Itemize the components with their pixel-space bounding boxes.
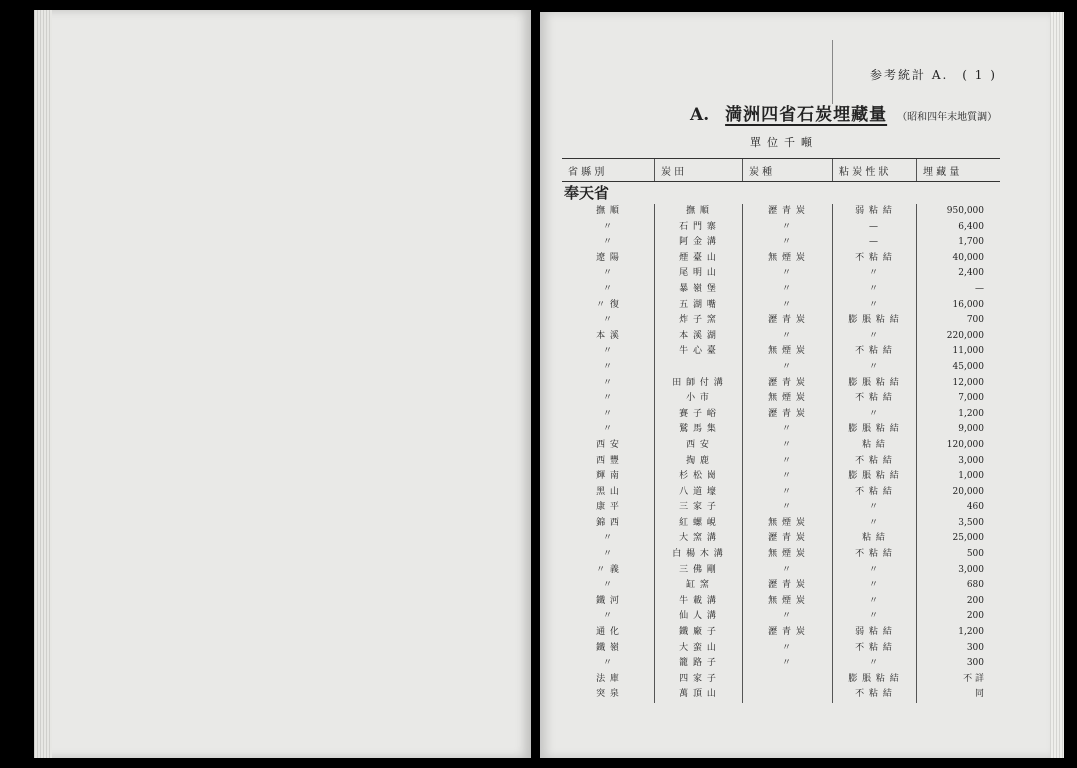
cell-caking: 不 粘 結 — [855, 549, 893, 560]
cell-field: 牛 載 溝 — [679, 595, 717, 606]
cell-field: 暴 嶺 堡 — [679, 283, 717, 294]
cell-reserve: 2,400 — [958, 268, 984, 279]
unit-label: 單位千噸 — [750, 136, 818, 149]
table-row — [562, 282, 1000, 298]
table-row — [562, 220, 1000, 236]
page-stack-edge — [34, 10, 52, 758]
cell-field: 紅 螺 峴 — [679, 517, 717, 528]
cell-caking: 不 粘 結 — [855, 455, 893, 466]
cell-field: 萬 頂 山 — [679, 689, 717, 700]
cell-coal-type: 〃 — [781, 642, 792, 653]
cell-caking: 膨 脹 粘 結 — [848, 377, 900, 388]
cell-reserve: 9,000 — [958, 424, 984, 435]
cell-coal-type: 〃 — [781, 268, 792, 279]
table-row — [562, 454, 1000, 470]
cell-field: 籠 路 子 — [679, 658, 717, 669]
table-row — [562, 641, 1000, 657]
cell-reserve: 200 — [966, 611, 984, 622]
cell-reserve: 300 — [966, 658, 984, 669]
table-row — [562, 422, 1000, 438]
cell-reserve: 1,700 — [958, 237, 984, 248]
cell-caking: 膨 脹 粘 結 — [848, 315, 900, 326]
cell-reserve: 220,000 — [946, 330, 984, 341]
cell-reserve: 不 詳 — [963, 673, 984, 684]
cell-field: 三 佛 剛 — [679, 564, 717, 575]
page-header: 参考統計 A. ( 1 ) — [870, 68, 997, 82]
cell-caking: 弱 粘 結 — [855, 627, 893, 638]
cell-reserve: 25,000 — [952, 533, 984, 544]
cell-field: 田 師 付 溝 — [672, 377, 724, 388]
cell-caking: 〃 — [868, 595, 879, 606]
cell-county: 〃 — [602, 268, 613, 279]
cell-caking: 不 粘 結 — [855, 393, 893, 404]
cell-county: 黑 山 — [596, 486, 620, 497]
table-row — [562, 500, 1000, 516]
table-row — [562, 516, 1000, 532]
cell-caking: 膨 脹 粘 結 — [848, 424, 900, 435]
cell-field: 掏 鹿 — [686, 455, 710, 466]
cell-field: 撫 順 — [686, 206, 710, 216]
cell-coal-type: 〃 — [781, 237, 792, 248]
cell-county: 〃 — [602, 611, 613, 622]
cell-field: 阿 金 溝 — [679, 237, 717, 248]
cell-county: 錦 西 — [596, 517, 620, 528]
cell-field: 四 家 子 — [679, 673, 717, 684]
column-rule — [742, 204, 743, 703]
cell-reserve: 120,000 — [946, 439, 984, 450]
table-row — [562, 469, 1000, 485]
cell-coal-type: 〃 — [781, 283, 792, 294]
cell-caking: 不 粘 結 — [855, 252, 893, 263]
cell-county: 〃 — [602, 549, 613, 560]
cell-county: 撫 順 — [596, 206, 620, 216]
table-row — [562, 625, 1000, 641]
cell-county: 輝 南 — [596, 471, 620, 482]
cell-county: 〃 — [602, 221, 613, 232]
cell-reserve: 6,400 — [958, 221, 984, 232]
coal-reserve-table — [562, 158, 1000, 703]
cell-caking: 〃 — [868, 361, 879, 372]
cell-field: 煙 臺 山 — [679, 252, 717, 263]
cell-caking: 膨 脹 粘 結 — [848, 471, 900, 482]
cell-caking: 〃 — [868, 283, 879, 294]
cell-coal-type: 無 煙 炭 — [768, 549, 806, 560]
cell-reserve: 1,200 — [958, 627, 984, 638]
table-header — [562, 158, 1000, 182]
cell-caking: 〃 — [868, 268, 879, 279]
cell-reserve: 7,000 — [958, 393, 984, 404]
cell-coal-type: 瀝 青 炭 — [768, 408, 806, 419]
col-header-coal-type: 炭 種 — [742, 159, 832, 181]
cell-county: 遼 陽 — [596, 252, 620, 263]
cell-county: 鐵 嶺 — [596, 642, 620, 653]
column-rule — [654, 204, 655, 703]
cell-reserve: 500 — [966, 549, 984, 560]
cell-reserve: 同 — [974, 689, 984, 700]
cell-county: 〃 — [602, 377, 613, 388]
table-row — [562, 344, 1000, 360]
cell-county: 本 溪 — [596, 330, 620, 341]
cell-county: 〃 — [602, 315, 613, 326]
cell-field: 白 楊 木 溝 — [672, 549, 724, 560]
cell-caking: 〃 — [868, 408, 879, 419]
cell-coal-type: 瀝 青 炭 — [768, 627, 806, 638]
cell-reserve: 1,000 — [958, 471, 984, 482]
table-row — [562, 376, 1000, 392]
cell-field: 缸 窯 — [686, 580, 710, 591]
title-note: （昭和四年末地質調） — [897, 112, 998, 123]
cell-county: 〃 — [602, 393, 613, 404]
cell-county: 〃 — [602, 361, 613, 372]
cell-field: 石 門 寨 — [679, 221, 717, 232]
cell-caking: 〃 — [868, 517, 879, 528]
cell-coal-type: 無 煙 炭 — [768, 517, 806, 528]
cell-county: 突 泉 — [596, 689, 620, 700]
cell-coal-type: 〃 — [781, 361, 792, 372]
cell-caking: 〃 — [868, 502, 879, 513]
cell-caking: 〃 — [868, 564, 879, 575]
cell-reserve: — — [975, 283, 984, 294]
cell-coal-type: 瀝 青 炭 — [768, 377, 806, 388]
table-body — [562, 204, 1000, 703]
cell-field: 牛 心 臺 — [679, 346, 717, 357]
cell-coal-type: 瀝 青 炭 — [768, 533, 806, 544]
title-letter: A. — [690, 105, 710, 125]
cell-field: 五 湖 嘴 — [679, 299, 717, 310]
cell-county: 法 庫 — [596, 673, 620, 684]
cell-caking: — — [869, 221, 879, 232]
cell-caking: 〃 — [868, 299, 879, 310]
cell-caking: 不 粘 結 — [855, 689, 893, 700]
cell-caking: 〃 — [868, 580, 879, 591]
cell-reserve: 16,000 — [952, 299, 984, 310]
cell-coal-type: 〃 — [781, 424, 792, 435]
cell-caking: — — [869, 237, 879, 248]
cell-field: 小 市 — [686, 393, 710, 404]
table-row — [562, 298, 1000, 314]
cell-reserve: 40,000 — [952, 252, 984, 263]
cell-county: 〃 — [602, 580, 613, 591]
col-header-reserve: 埋 藏 量 — [916, 159, 1000, 181]
cell-reserve: 200 — [966, 595, 984, 606]
table-row — [562, 204, 1000, 220]
left-page-blank — [34, 10, 531, 758]
cell-field: 尾 明 山 — [679, 268, 717, 279]
cell-caking: 膨 脹 粘 結 — [848, 673, 900, 684]
table-row — [562, 235, 1000, 251]
cell-county: 〃 — [602, 237, 613, 248]
column-rule — [832, 204, 833, 703]
cell-field: 本 溪 湖 — [679, 330, 717, 341]
province-label: 奉天省 — [564, 184, 610, 202]
cell-reserve: 3,000 — [958, 564, 984, 575]
cell-coal-type: 〃 — [781, 299, 792, 310]
col-header-caking: 粘 炭 性 狀 — [832, 159, 916, 181]
table-row — [562, 360, 1000, 376]
cell-coal-type: 無 煙 炭 — [768, 595, 806, 606]
cell-reserve: 700 — [966, 315, 984, 326]
cell-field: 賽 子 峪 — [679, 408, 717, 419]
cell-coal-type — [742, 687, 832, 703]
table-row — [562, 313, 1000, 329]
right-page — [540, 12, 1050, 758]
cell-coal-type: 瀝 青 炭 — [768, 580, 806, 591]
page-stack-edge — [1050, 12, 1064, 758]
cell-caking: 不 粘 結 — [855, 642, 893, 653]
table-row — [562, 656, 1000, 672]
table-row — [562, 672, 1000, 688]
cell-reserve: 950,000 — [946, 206, 984, 216]
cell-county: 〃 — [602, 408, 613, 419]
cell-reserve: 460 — [966, 502, 984, 513]
table-row — [562, 407, 1000, 423]
cell-county: 〃 — [602, 424, 613, 435]
cell-caking: 〃 — [868, 611, 879, 622]
cell-coal-type: 無 煙 炭 — [768, 346, 806, 357]
fold-line — [832, 40, 833, 104]
cell-field: 大 蛮 山 — [679, 642, 717, 653]
cell-coal-type: 無 煙 炭 — [768, 252, 806, 263]
cell-reserve: 680 — [966, 580, 984, 591]
table-row — [562, 391, 1000, 407]
cell-coal-type — [742, 672, 832, 688]
cell-reserve: 45,000 — [952, 361, 984, 372]
cell-coal-type: 瀝 青 炭 — [768, 315, 806, 326]
cell-coal-type: 無 煙 炭 — [768, 393, 806, 404]
cell-reserve: 3,000 — [958, 455, 984, 466]
cell-caking: 弱 粘 結 — [855, 206, 893, 216]
cell-coal-type: 〃 — [781, 471, 792, 482]
cell-coal-type: 〃 — [781, 486, 792, 497]
cell-reserve: 300 — [966, 642, 984, 653]
cell-county: 〃 — [602, 283, 613, 294]
cell-reserve: 12,000 — [952, 377, 984, 388]
cell-coal-type: 〃 — [781, 502, 792, 513]
cell-reserve: 1,200 — [958, 408, 984, 419]
page-title: 満洲四省石炭埋藏量 — [725, 105, 888, 125]
cell-coal-type: 〃 — [781, 611, 792, 622]
cell-county: 〃 — [602, 533, 613, 544]
cell-coal-type: 瀝 青 炭 — [768, 206, 806, 216]
cell-county: 鐵 河 — [596, 595, 620, 606]
cell-caking: 不 粘 結 — [855, 486, 893, 497]
cell-caking: 不 粘 結 — [855, 346, 893, 357]
cell-field: 西 安 — [686, 439, 710, 450]
cell-reserve: 20,000 — [952, 486, 984, 497]
title-row — [690, 100, 1050, 125]
cell-field: 大 窯 溝 — [679, 533, 717, 544]
cell-county: 西 安 — [596, 439, 620, 450]
table-row — [562, 329, 1000, 345]
cell-field: 八 道 壕 — [679, 486, 717, 497]
cell-field: 三 家 子 — [679, 502, 717, 513]
col-header-field: 炭 田 — [654, 159, 742, 181]
cell-coal-type: 〃 — [781, 564, 792, 575]
cell-coal-type: 〃 — [781, 439, 792, 450]
cell-coal-type: 〃 — [781, 221, 792, 232]
cell-reserve: 3,500 — [958, 517, 984, 528]
cell-coal-type: 〃 — [781, 658, 792, 669]
cell-reserve: 11,000 — [952, 346, 984, 357]
table-row — [562, 547, 1000, 563]
cell-coal-type: 〃 — [781, 330, 792, 341]
cell-coal-type: 〃 — [781, 455, 792, 466]
col-header-county: 省 縣 別 — [568, 166, 605, 178]
table-row — [562, 563, 1000, 579]
cell-county: 〃 — [602, 346, 613, 357]
table-row — [562, 609, 1000, 625]
cell-county: 通 化 — [596, 627, 620, 638]
table-row — [562, 251, 1000, 267]
cell-caking: 粘 結 — [862, 533, 886, 544]
cell-field: 鷲 馬 集 — [679, 424, 717, 435]
cell-caking: 粘 結 — [862, 439, 886, 450]
cell-county: 〃 — [602, 658, 613, 669]
column-rule — [916, 204, 917, 703]
cell-caking: 〃 — [868, 658, 879, 669]
cell-field — [654, 360, 742, 376]
table-row — [562, 485, 1000, 501]
cell-field: 炸 子 窯 — [679, 315, 717, 326]
table-row — [562, 531, 1000, 547]
cell-field: 鐵 廠 子 — [679, 627, 717, 638]
cell-county: 康 平 — [596, 502, 620, 513]
table-row — [562, 266, 1000, 282]
table-row — [562, 594, 1000, 610]
cell-caking: 〃 — [868, 330, 879, 341]
table-row — [562, 438, 1000, 454]
cell-county: 〃 復 — [596, 299, 620, 310]
cell-county: 〃 義 — [596, 564, 620, 575]
table-row — [562, 578, 1000, 594]
cell-county: 西 豐 — [596, 455, 620, 466]
cell-field: 杉 松 崗 — [679, 471, 717, 482]
cell-field: 仙 人 溝 — [679, 611, 717, 622]
table-row — [562, 687, 1000, 703]
